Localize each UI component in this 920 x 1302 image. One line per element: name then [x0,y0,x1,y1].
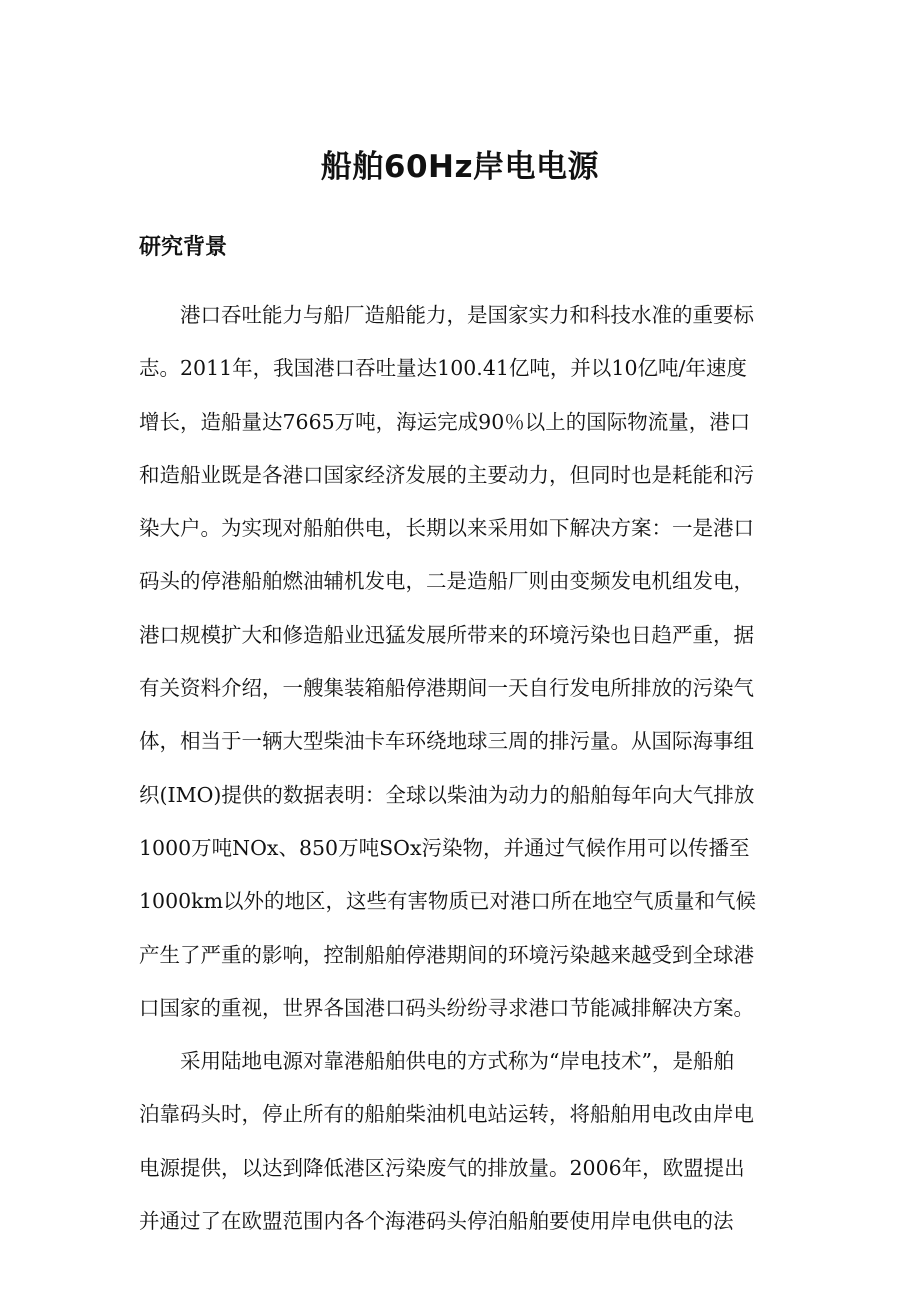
text-line: 港口吞吐能力与船厂造船能力，是国家实力和科技水准的重要标 [180,303,754,327]
text-line: 和造船业既是各港口国家经济发展的主要动力，但同时也是耗能和污 [139,462,754,487]
text-line: 体，相当于一辆大型柴油卡车环绕地球三周的排污量。从国际海事组 [139,729,754,754]
section-heading: 研究背景 [139,235,228,260]
text-line: 有关资料介绍，一艘集装箱船停港期间一天自行发电所排放的污染气 [139,676,754,701]
body-paragraphs [139,295,789,1254]
text-line: 港口规模扩大和修造船业迅猛发展所带来的环境污染也日趋严重，据 [139,622,754,647]
text-line: 1000km以外的地区，这些有害物质已对港口所在地空气质量和气候 [139,889,757,914]
text-line: 志。2011年，我国港口吞吐量达100.41亿吨，并以10亿吨/年速度 [139,356,747,381]
text-line: 电源提供，以达到降低港区污染废气的排放量。2006年，欧盟提出 [139,1155,745,1180]
text-line: 口国家的重视，世界各国港口码头纷纷寻求港口节能减排解决方案。 [139,995,754,1020]
text-line: 采用陆地电源对靠港船舶供电的方式称为“岸电技术”，是船舶 [180,1049,734,1074]
text-line: 染大户。为实现对船舶供电，长期以来采用如下解决方案：一是港口 [139,516,754,541]
text-line: 增长，造船量达7665万吨，海运完成90％以上的国际物流量，港口 [139,409,751,434]
text-line: 织(IMO)提供的数据表明：全球以柴油为动力的船舶每年向大气排放 [139,782,755,807]
text-line: 码头的停港船舶燃油辅机发电，二是造船厂则由变频发电机组发电， [139,569,754,594]
text-line: 并通过了在欧盟范围内各个海港码头停泊船舶要使用岸电供电的法 [139,1209,734,1234]
text-line: 泊靠码头时，停止所有的船舶柴油机电站运转，将船舶用电改由岸电 [139,1102,754,1127]
text-line: 产生了严重的影响，控制船舶停港期间的环境污染越来越受到全球港 [139,942,754,967]
document-title: 船舶60Hz岸电电源 [320,149,600,185]
text-line: 1000万吨NOx、850万吨SOx污染物，并通过气候作用可以传播至 [139,835,750,860]
